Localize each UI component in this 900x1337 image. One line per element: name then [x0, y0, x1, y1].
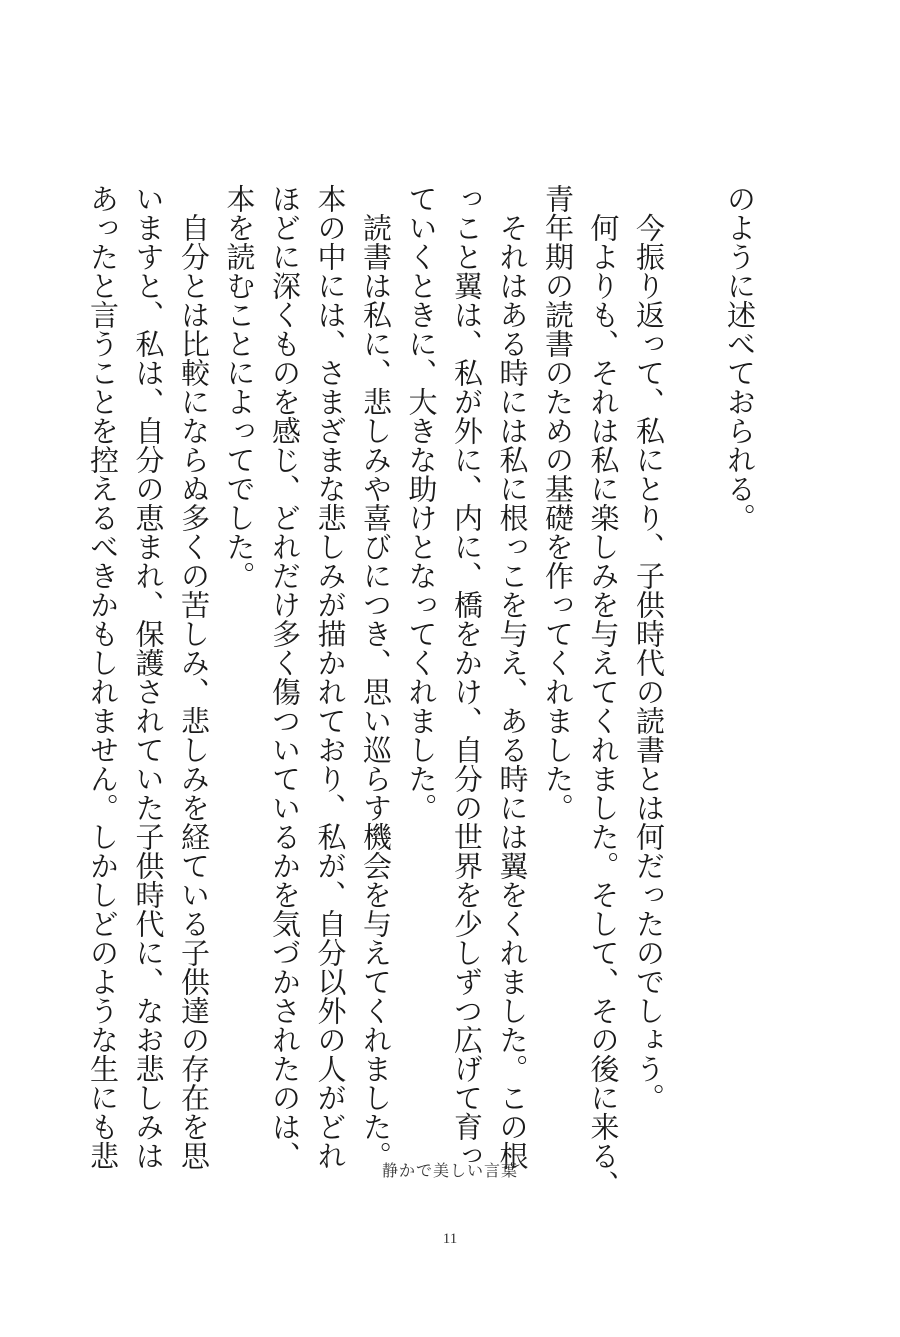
- text-line: ていくときに、大きな助けとなってくれました。: [404, 184, 439, 822]
- page-number: 11: [442, 1231, 458, 1247]
- text-line: 今振り返って、私にとり、子供時代の読書とは何だったのでしょう。: [632, 184, 666, 1112]
- blank-line: [671, 184, 717, 1074]
- text-line: あったと言うことを控えるべきかもしれません。しかしどのような生にも悲: [86, 184, 120, 1170]
- running-footer-title: 静かで美しい言葉: [381, 1161, 518, 1180]
- text-line: 読書は私に、悲しみや喜びにつき、思い巡らす機会を与えてくれました。: [359, 184, 393, 1170]
- text-line: いますと、私は、自分の恵まれ、保護されていた子供時代に、なお悲しみは: [131, 184, 166, 1170]
- text-line: ほどに深くものを感じ、どれだけ多く傷ついているかを気づかされたのは、: [268, 184, 302, 1170]
- text-line: 青年期の読書のための基礎を作ってくれました。: [541, 184, 575, 822]
- text-line: 何よりも、それは私に楽しみを与えてくれました。そして、その後に来る、: [586, 184, 621, 1199]
- text-line: っこと翼は、私が外に、内に、橋をかけ、自分の世界を少しずつ広げて育っ: [450, 184, 484, 1170]
- text-line: それはある時には私に根っこを与え、ある時には翼をくれました。この根: [495, 184, 530, 1170]
- text-line: 自分とは比較にならぬ多くの苦しみ、悲しみを経ている子供達の存在を思: [177, 184, 211, 1170]
- text-line: のように述べておられる。: [723, 184, 757, 532]
- text-line: 本を読むことによってでした。: [222, 184, 257, 590]
- text-line: 本の中には、さまざまな悲しみが描かれており、私が、自分以外の人がどれ: [313, 184, 348, 1170]
